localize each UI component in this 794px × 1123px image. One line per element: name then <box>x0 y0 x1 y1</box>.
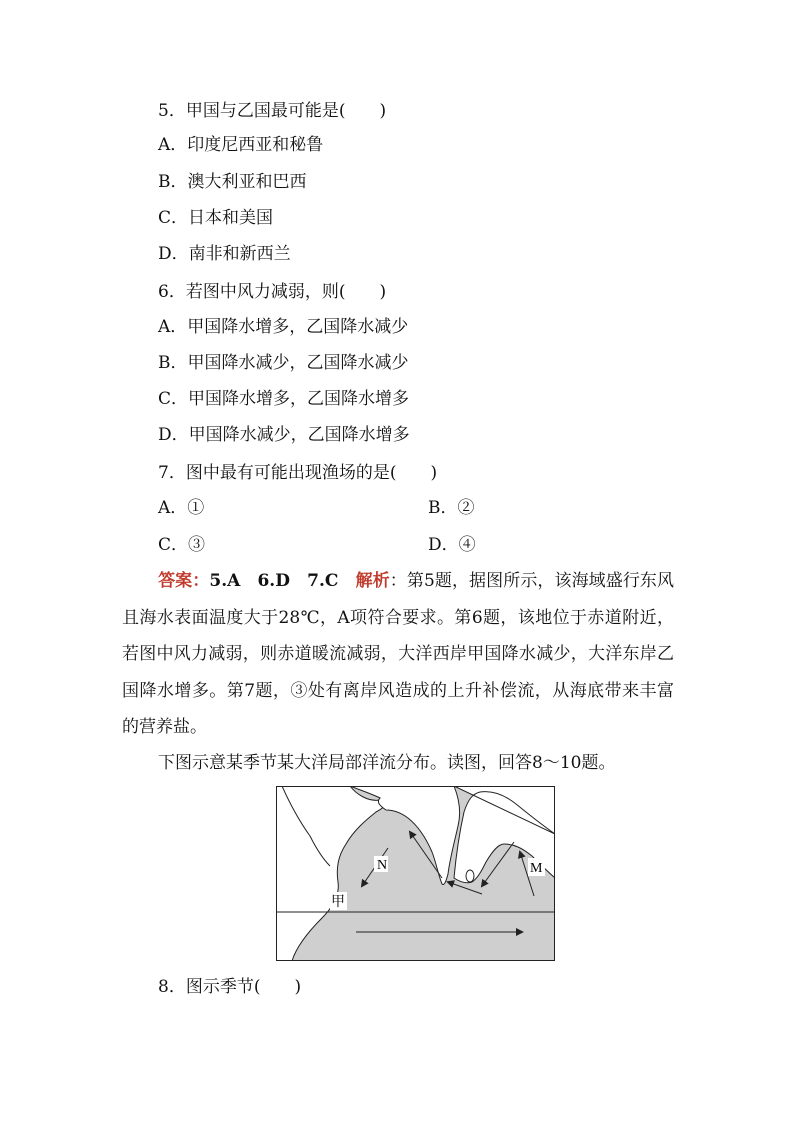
question-6-option-a: A．甲国降水增多，乙国降水减少 <box>158 317 409 337</box>
analysis-text: ：第5题，据图所示，该海域盛行东风且海水表面温度大于28℃，A项符合要求。第6题，该地位于赤道附近，若图中风力减弱，则赤道暖流减弱，大洋西岸甲国降水减少，大洋东岸乙国降水增多。第7题，③处有离岸风造成的上升补偿流，从海底带来丰富的营养盐。 <box>122 571 675 737</box>
question-7-stem: 7．图中最有可能出现渔场的是( ) <box>158 463 438 483</box>
label-jia: 甲 <box>331 894 345 910</box>
answer-keys: 5.A 6.D 7.C <box>209 571 339 591</box>
question-5-option-a: A．印度尼西亚和秘鲁 <box>158 135 324 155</box>
answer-explanation <box>122 563 674 746</box>
question-7-option-a: A．① <box>158 498 205 518</box>
question-5-stem: 5．甲国与乙国最可能是( ) <box>158 101 387 121</box>
label-n: N <box>377 858 388 873</box>
question-6-stem: 6．若图中风力减弱，则( ) <box>158 282 387 302</box>
map-intro: 下图示意某季节某大洋局部洋流分布。读图，回答8～10题。 <box>158 753 616 773</box>
question-6-option-d: D．甲国降水减少，乙国降水增多 <box>158 425 410 445</box>
island <box>466 870 474 882</box>
question-6-option-c: C．甲国降水增多，乙国降水增多 <box>158 389 410 409</box>
question-5-option-c: C．日本和美国 <box>158 208 274 228</box>
ocean-current-map <box>276 786 555 961</box>
label-m: M <box>530 861 543 876</box>
answer-label: 答案： <box>158 571 210 591</box>
question-5-option-b: B．澳大利亚和巴西 <box>158 172 307 192</box>
question-8-stem: 8．图示季节( ) <box>158 977 302 997</box>
analysis-label: 解析 <box>355 571 390 591</box>
question-7-option-b: B．② <box>428 498 475 518</box>
question-5-option-d: D．南非和新西兰 <box>158 244 291 264</box>
question-7-option-d: D．④ <box>428 535 476 555</box>
question-6-option-b: B．甲国降水减少，乙国降水减少 <box>158 353 409 373</box>
question-7-option-c: C．③ <box>158 535 206 555</box>
